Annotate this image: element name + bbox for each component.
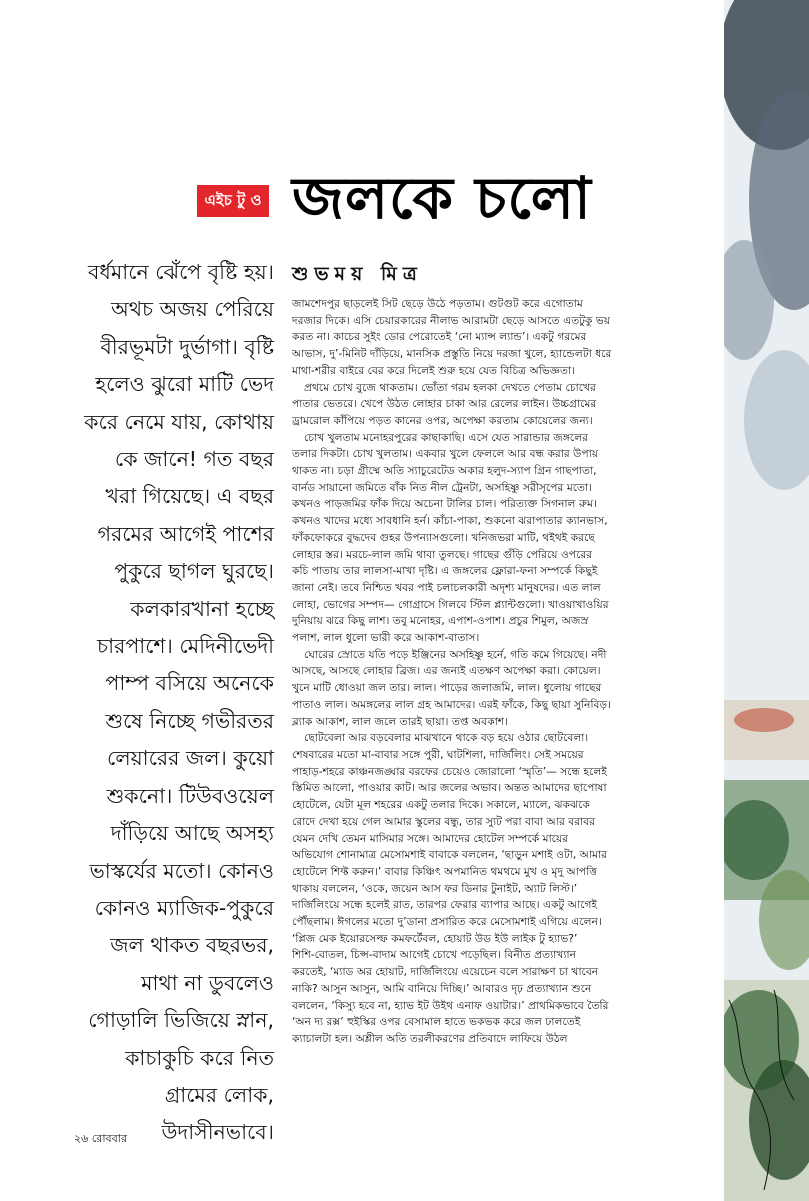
body-line: পলাশ, লাল ধুলো ভারী করে আকাশ-বাতাস।: [292, 631, 480, 645]
body-line: ‘অন দ্য রক্স’ হুইস্কির ওপর বেসামাল হাতে ভকভক করে জল ঢালতেই: [292, 1015, 581, 1029]
body-line: স্তিমিত আলো, পাওয়ার কাট। আর জলের অভাব। অন্তত আমাদের ছাপোষা: [292, 781, 607, 795]
body-line: চোখ খুলতাম মনোহরপুরের কাছাকাছি। এসে যেত সারান্ডার জঙ্গলের: [304, 430, 589, 444]
headline: জলকে চলো: [292, 164, 592, 232]
body-line: প্রথমে চোখ বুজে থাকতাম। ভোঁতা গরম হলকা দেখতে পেতাম চোখের: [304, 380, 596, 394]
pull-quote-line: চারপাশে। মেদিনীভেদী: [97, 634, 274, 659]
body-line: আসছে, আসছে লোহার ব্রিজ। এর জন্যই এতক্ষণ অপেক্ষা করা। কোয়েল।: [292, 664, 601, 678]
body-line: ফাঁকফোকরে বুদ্ধদেব গুহর উপন্যাসগুলো। খনিজভরা মাটি, থইথই করছে: [292, 530, 595, 544]
body-line: লোহা, ভোগের সম্পদ— গোগ্রাসে গিলবে স্টিল প্ল্যান্টগুলো। খাওয়াখাওয়ির: [292, 597, 609, 611]
pull-quote-line: মাথা না ডুবলেও: [141, 970, 274, 995]
body-line: হোটেলে, যেটা মূল শহরের একটু তলার দিকে। সকালে, ম্যালে, ঝকঝকে: [292, 798, 590, 812]
body-line: তলার দিকটা। চোখ খুলতাম। একবার খুলে ফেললে আর বন্ধ করার উপায়: [292, 447, 599, 461]
body-line: দার্জিলিংয়ে সন্ধে হলেই রাত, তারপর ফেরার ব্যাপার আছে। একটু আগেই: [292, 898, 598, 912]
pull-quote-line: অথচ অজয় পেরিয়ে: [111, 297, 274, 322]
body-line: থাকত না। চড়া গ্রীষ্মে অতি স্যাচুরেটেড অকার হলুদ-স্যাপ গ্রিন গাছপাতা,: [292, 464, 597, 478]
pull-quote-line: কে জানে! গত বছর: [114, 447, 274, 472]
pull-quote-line: করে নেমে যায়, কোথায়: [84, 409, 274, 434]
pull-quote-line: উদাসীনভাবে।: [161, 1120, 274, 1145]
pull-quote-line: জল থাকত বছরভর,: [110, 933, 274, 958]
body-line: পাতার ভেতরে। খেপে উঠত লোহার চাকা আর রেলের লাইন। উচ্চগ্রামের: [292, 397, 597, 411]
body-line: কচি পাতায় তার লালসা-মাখা দৃষ্টি। এ জঙ্গলের ফ্লোরা-ফনা সম্পর্কে কিছুই: [292, 564, 598, 578]
body-line: কখনও খাদের মধ্যে সাবধানি হর্ন। কাঁচা-পাকা, শুকনো ঝরাপাতার ক্যানভাস,: [292, 514, 608, 528]
pull-quote-line: ভাস্কর্যের মতো। কোনও: [89, 858, 274, 883]
page-folio: ২৬ রোববার: [74, 1132, 127, 1145]
body-line: অভিযোগ শোনামাত্র মেসোমশাই বাবাকে বললেন, ‘ছাড়ুন মশাই ওটা, আমার: [292, 848, 608, 862]
body-line: যেমন দেখি তেমন মাসিমার সঙ্গে। আমাদের হোটেল সম্পর্কে মায়ের: [292, 831, 569, 845]
byline: শুভময় মিত্র: [292, 263, 423, 285]
body-line: পৌঁছলাম। ঈগলের মতো দু’ডানা প্রসারিত করে মেসোমশাই এগিয়ে এলেন।: [292, 915, 602, 929]
pull-quote-line: কলকারখানা হচ্ছে: [130, 596, 274, 621]
body-line: পাতাও লাল। অমঙ্গলের লাল গ্রহ আমাদের। এরই ফাঁকে, কিছু ছায়া সুনিবিড়।: [292, 697, 611, 711]
body-line: আভাস, দু’-মিনিট দাঁড়িয়ে, মানসিক প্রস্তুতি নিয়ে দরজা খুলে, হ্যান্ডেলটা ধরে: [292, 347, 612, 361]
body-line: ক্যাচালটা হল। অশ্লীল অতি তরলীকরণের প্রতিবাদে লাফিয়ে উঠল: [292, 1031, 568, 1045]
body-line: বার্নড সায়ানো জমিতে বাঁক নিত নীল ট্রেনটা, অসহিষ্ণু সরীসৃপের মতো।: [292, 480, 592, 494]
body-line: ব্ল্যাক আকাশ, লাল জলে তারই ছায়া। তপ্ত অবকাশ।: [292, 714, 508, 728]
pull-quote-line: বীরভূমটা দুর্ভাগা। বৃষ্টি: [100, 334, 274, 359]
pull-quote-line: কাচাকুচি করে নিত: [125, 1045, 274, 1070]
body-line: করতেই, ‘ম্যাড অর হোয়াট, দার্জিলিংয়ে এয়েচেন বলে সারাক্ষণ চা খাবেন: [292, 965, 599, 979]
body-line: খুনে মাটি ধোওয়া জল তার। লাল। পাড়ের জলাজমি, লাল। ধুলোয় গাছের: [292, 681, 602, 695]
body-line: জামশেদপুর ছাড়লেই সিট ছেড়ে উঠে পড়তাম। গুটগুট করে এগোতাম: [292, 297, 583, 310]
pull-quote-line: শুষে নিচ্ছে গভীরতর: [105, 708, 274, 733]
body-line: জানা নেই। তবে নিশ্চিত খবর পাই চলাচলকারী অদৃশ্য মানুষদের। এত লাল: [292, 580, 601, 594]
section-tag: এইচ টু ও: [197, 185, 269, 217]
pull-quote-line: পাম্প বসিয়ে অনেকে: [105, 671, 274, 696]
body-line: ‘প্লিজ মেক ইয়োরসেল্ফ কমফর্টেবল, হোয়াট উড ইউ লাইক টু হ্যাভ?’: [292, 931, 578, 945]
body-line: ঘোরের স্রোতে যতি পড়ে ইঞ্জিনের অসহিষ্ণু হর্নে, গতি কমে গিয়েছে। নদী: [304, 647, 607, 661]
body-line: শেষবারের মতো মা-বাবার সঙ্গে পুরী, ঘাটশিলা, দার্জিলিং। সেই সময়ের: [292, 747, 584, 761]
body-line: শিশি-বোতল, চিপ্স-বাদাম আগেই চোখে পড়েছিল। বিনীত প্রত্যাখ্যান: [292, 948, 576, 962]
article-body: [292, 296, 716, 1048]
pull-quote: [62, 254, 274, 1152]
body-line: নাকি? আসুন আসুন, আমি বানিয়ে দিচ্ছি।’ আবারও দৃঢ় প্রত্যাখ্যান শুনে: [292, 981, 592, 995]
pull-quote-line: হলেও ঝুরো মাটি ভেদ: [95, 372, 274, 397]
body-line: দুনিয়ায় ঝরে কিছু লাশ। তবু মনোহর, এপাশ-ওপাশ। প্রচুর শিমুল, অজস্র: [292, 614, 589, 628]
pull-quote-line: শুকনো। টিউবওয়েল: [106, 783, 274, 808]
pull-quote-line: বর্ধমানে ঝেঁপে বৃষ্টি হয়।: [88, 260, 274, 284]
body-line: কখনও পাড়জমির ফাঁক দিয়ে অচেনা টালির চাল। পরিত্যক্ত সিগনাল রুম।: [292, 497, 597, 511]
body-line: লোহার স্তর। মরচে-লাল জমি থাবা তুলছে। গাছের গুঁড়ি পেরিয়ে ওপরের: [292, 547, 593, 561]
pull-quote-line: গরমের আগেই পাশের: [97, 521, 274, 546]
pull-quote-line: দাঁড়িয়ে আছে অসহ্য: [110, 821, 274, 846]
body-line: দরজার দিকে। এসি চেয়ারকারের নীলাভ আরামটা ছেড়ে আসতে এতটুকু ভয়: [292, 313, 611, 327]
body-line: ছোটবেলা আর বড়বেলার মাঝখানে থাকে বড় হয়ে ওঠার ছোটবেলা।: [304, 731, 589, 745]
body-line: থাকায় বললেন, ‘ওকে, জয়েন আস ফর ডিনার টুনাইট, অ্যাট লিস্ট।’: [292, 881, 578, 895]
pull-quote-line: লেয়ারের জল। কুয়ো: [107, 746, 274, 771]
body-line: পাহাড়-শহরে কাঞ্চনজঙ্ঘার বরফের চেয়েও জোরালো ‘স্মৃতি’— সন্ধে হলেই: [292, 764, 607, 778]
watercolor-illustration: [724, 0, 809, 1201]
pull-quote-line: কোনও ম্যাজিক-পুকুরে: [94, 895, 274, 920]
pull-quote-line: খরা গিয়েছে। এ বছর: [105, 484, 274, 509]
body-line: মাথা-শরীর বাইরে বের করে দিলেই শুরু হয়ে যেত বিচিত্র অভিজ্ঞতা।: [292, 363, 575, 377]
body-line: রোদে দেখা হয়ে গেল আমার স্কুলের বন্ধু, তার স্যুট পরা বাবা আর বরাবর: [292, 814, 595, 828]
pull-quote-line: গোড়ালি ভিজিয়ে স্নান,: [88, 1008, 274, 1033]
body-line: হোটেলে শিফ্ট করুন।’ বাবার কিঞ্চিৎ অপমানিত থমথমে মুখ ও মৃদু আপত্তি: [292, 864, 597, 878]
body-line: ড্রামরোল কাঁপিয়ে পড়ত কানের ওপর, অপেক্ষা করতাম কোয়েলের জন্য।: [292, 413, 593, 427]
pull-quote-line: পুকুরে ছাগল ঘুরছে।: [114, 559, 274, 584]
pull-quote-line: গ্রামের লোক,: [164, 1082, 274, 1107]
body-line: করত না। কাচের সুইং ডোর পেরোতেই ‘নো ম্যান্স ল্যান্ড’। একটু গরমের: [292, 330, 587, 344]
body-line: বললেন, ‘কিস্যু হবে না, হ্যাভ ইট উইথ এনাফ ওয়াটার।’ প্রাথমিকভাবে তৈরি: [292, 998, 609, 1012]
